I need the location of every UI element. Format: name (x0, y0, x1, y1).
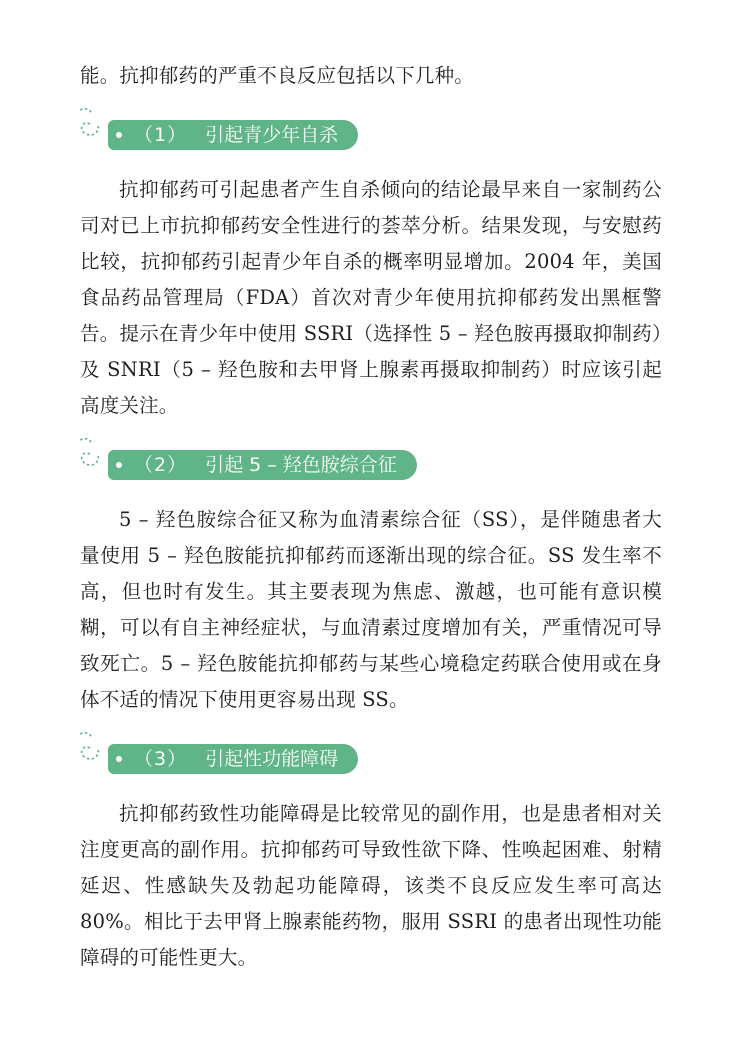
bullet-dot-icon (116, 756, 122, 762)
section-heading-2 (80, 438, 662, 492)
document-page (80, 58, 662, 976)
bullet-dot-icon (116, 462, 122, 468)
section-heading-pill (108, 450, 417, 480)
section-heading-pill (108, 744, 358, 774)
section-body-2: 5 – 羟色胺综合征又称为血清素综合征（SS），是伴随患者大量使用 5 – 羟色胺能抗抑郁药而逐渐出现的综合征。SS 发生率不高，但也时有发生。其主要表现为焦虑、激越，也可能有意识模糊，可以有自主神经症状，与血清素过度增加有关，严重情况可导致死亡。5 – 羟色胺能抗抑郁药与某些心境稳定药联合使用或在身体不适的情况下使用更容易出现 SS。 (80, 508, 662, 711)
bullet-dot-icon (116, 132, 122, 138)
section-title: 引起性功能障碍 (205, 748, 339, 770)
section-number: （2） (134, 454, 188, 476)
section-number: （1） (134, 124, 188, 146)
section-heading-pill (108, 120, 358, 150)
section-body-3: 抗抑郁药致性功能障碍是比较常见的副作用，也是患者相对关注度更高的副作用。抗抑郁药可导致性欲下降、性唤起困难、射精延迟、性感缺失及勃起功能障碍，该类不良反应发生率可高达 80%。相比于去甲肾上腺素能药物，服用 SSRI 的患者出现性功能障碍的可能性更大。 (80, 802, 662, 969)
dashed-swirl-icon (74, 104, 108, 144)
intro-paragraph: 能。抗抑郁药的严重不良反应包括以下几种。 (80, 64, 475, 87)
section-title: 引起 5 – 羟色胺综合征 (205, 454, 397, 476)
dashed-swirl-icon (74, 728, 108, 768)
section-heading-1 (80, 108, 662, 162)
section-number: （3） (134, 748, 188, 770)
dashed-swirl-icon (74, 434, 108, 474)
section-heading-3 (80, 732, 662, 786)
section-title: 引起青少年自杀 (205, 124, 339, 146)
section-body-1: 抗抑郁药可引起患者产生自杀倾向的结论最早来自一家制药公司对已上市抗抑郁药安全性进行的荟萃分析。结果发现，与安慰药比较，抗抑郁药引起青少年自杀的概率明显增加。2004 年，美国食品药品管理局（FDA）首次对青少年使用抗抑郁药发出黑框警告。提示在青少年中使用 SSRI（选择性 5 – 羟色胺再摄取抑制药）及 SNRI（5 – 羟色胺和去甲肾上腺素再摄取抑制药）时应该引起高度关注。 (80, 178, 662, 417)
